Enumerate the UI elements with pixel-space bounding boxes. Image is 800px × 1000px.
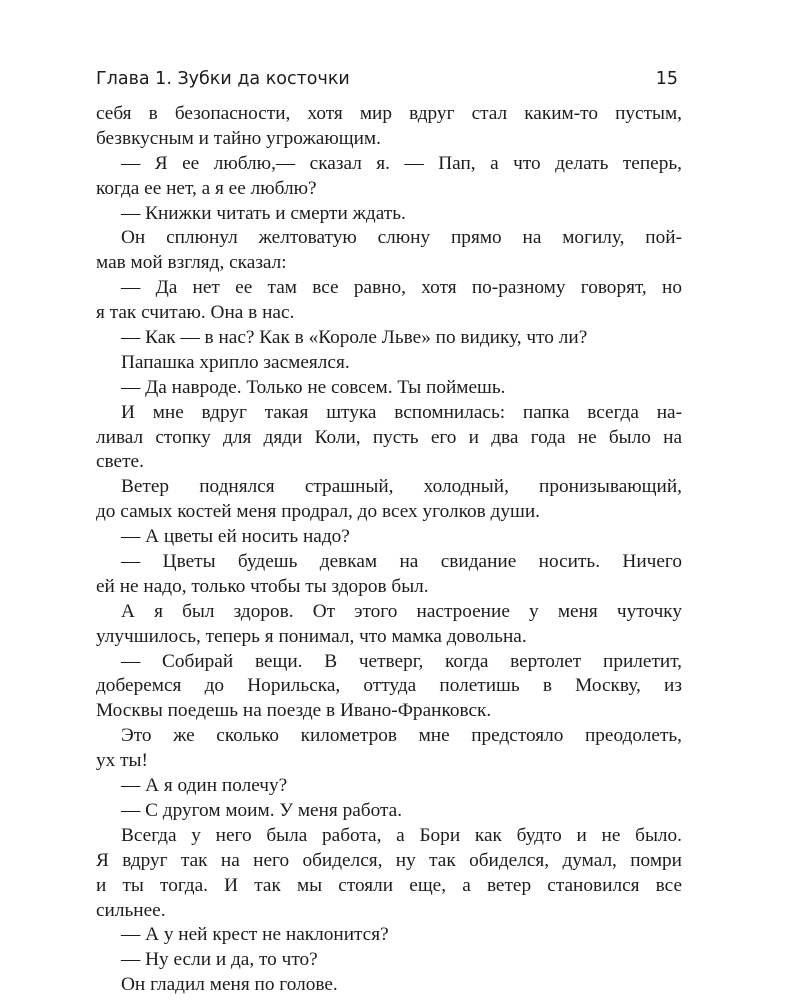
page-header (96, 66, 678, 92)
body-text (96, 102, 682, 998)
text-line: Это же сколько километров мне предстояло преодолеть, (121, 725, 682, 747)
text-line: — А я один полечу? (121, 775, 288, 797)
text-line: Он гладил меня по голове. (121, 974, 338, 996)
page-number: 15 (655, 69, 678, 89)
text-line: ливал стопку для дяди Коли, пусть его и два года не было на (96, 426, 682, 448)
text-line: Я вдруг так на него обиделся, ну так обиделся, думал, помри (96, 849, 682, 871)
text-line: безвкусным и тайно угрожающим. (96, 127, 381, 149)
text-line: Он сплюнул желтоватую слюну прямо на могилу, пой- (121, 227, 682, 249)
text-line: — С другом моим. У меня работа. (121, 799, 403, 821)
text-line: себя в безопасности, хотя мир вдруг стал каким-то пустым, (96, 103, 682, 124)
text-line: мав мой взгляд, сказал: (96, 252, 287, 274)
text-line: до самых костей меня продрал, до всех уголков души. (96, 501, 540, 523)
text-line: — Как — в нас? Как в «Короле Льве» по видику, что ли? (121, 327, 588, 349)
chapter-title: Глава 1. Зубки да косточки (96, 69, 350, 89)
text-line: — Я ее люблю,— сказал я. — Пап, а что делать теперь, (121, 152, 682, 174)
text-line: — А у ней крест не наклонится? (121, 924, 389, 946)
text-line: и ты тогда. И так мы стояли еще, а ветер становился все (96, 874, 682, 896)
text-line: А я был здоров. От этого настроение у меня чуточку (121, 600, 682, 622)
text-line: — Ну если и да, то что? (121, 949, 318, 971)
text-line: — А цветы ей носить надо? (121, 526, 350, 548)
text-line: ух ты! (96, 750, 148, 772)
text-line: улучшилось, теперь я понимал, что мамка довольна. (96, 625, 527, 647)
text-line: — Да нет ее там все равно, хотя по-разному говорят, но (121, 277, 682, 299)
text-line: И мне вдруг такая штука вспомнилась: папка всегда на- (121, 401, 682, 423)
text-line: — Собирай вещи. В четверг, когда вертолет прилетит, (121, 650, 682, 672)
text-line: Ветер поднялся страшный, холодный, пронизывающий, (121, 476, 682, 498)
text-line: сильнее. (96, 899, 166, 921)
text-line: Всегда у него была работа, а Бори как будто и не было. (121, 824, 682, 846)
text-line: когда ее нет, а я ее люблю? (96, 177, 317, 199)
text-line: — Цветы будешь девкам на свидание носить. Ничего (121, 551, 682, 573)
text-line: доберемся до Норильска, оттуда полетишь в Москву, из (96, 675, 682, 697)
text-line: Москвы поедешь на поезде в Ивано-Франковск. (96, 700, 492, 722)
text-line: — Книжки читать и смерти ждать. (121, 202, 406, 224)
text-line: — Да навроде. Только не совсем. Ты поймешь. (121, 376, 506, 398)
text-line: я так считаю. Она в нас. (96, 302, 295, 324)
text-line: свете. (96, 451, 144, 473)
text-line: ей не надо, только чтобы ты здоров был. (96, 575, 429, 597)
text-line: Папашка хрипло засмеялся. (121, 351, 350, 373)
